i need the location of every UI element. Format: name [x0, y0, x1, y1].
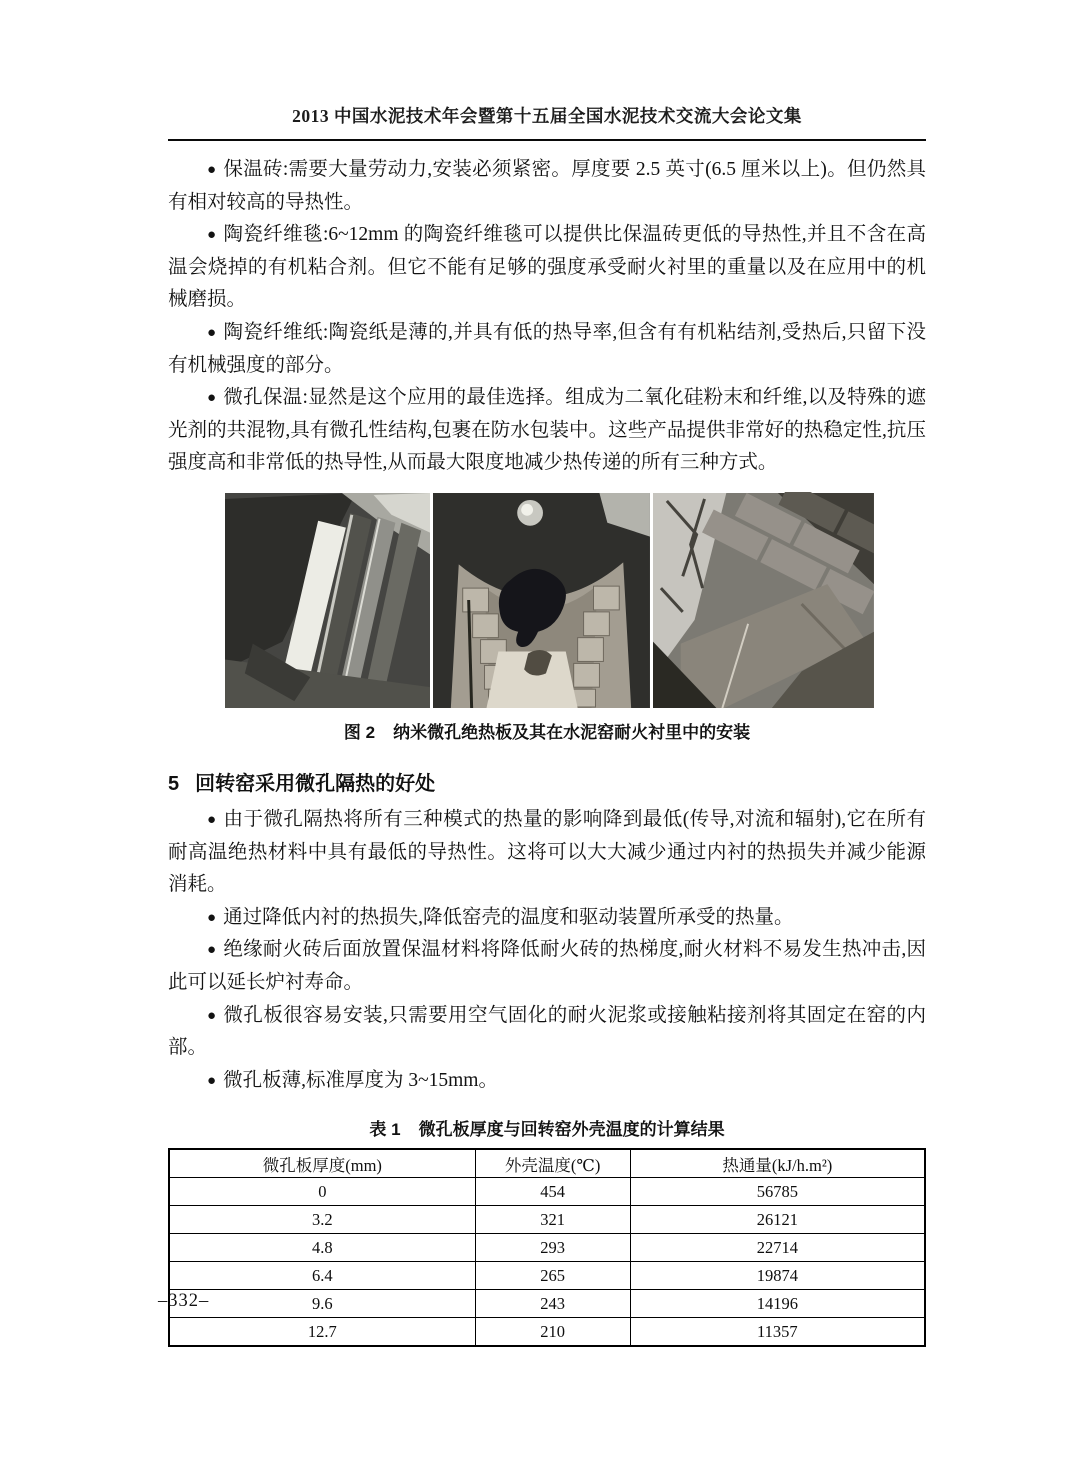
kiln-interior-photo — [433, 492, 650, 709]
section-title: 回转窑采用微孔隔热的好处 — [195, 772, 436, 795]
section-5-heading — [168, 767, 926, 796]
table-row — [169, 1262, 925, 1290]
column-header: 微孔板厚度(mm) — [169, 1149, 475, 1178]
page-content — [168, 0, 926, 1347]
bullet-icon: ● — [207, 1007, 217, 1024]
figure-2-caption — [168, 718, 926, 743]
table-1-title — [168, 1115, 926, 1140]
running-head: 2013 中国水泥技术年会暨第十五届全国水泥技术交流大会论文集 — [292, 106, 802, 126]
bullet-paragraph — [168, 1065, 926, 1098]
microporous-panels-photo — [225, 492, 430, 709]
brick-lining-photo — [653, 492, 874, 709]
paragraph-text: 微孔板薄,标准厚度为 3~15mm。 — [223, 1069, 498, 1091]
table-header-row — [169, 1149, 925, 1178]
paragraph-text: 绝缘耐火砖后面放置保温材料将降低耐火砖的热梯度,耐火材料不易发生热冲击,因此可以延长炉衬寿命。 — [168, 939, 926, 993]
paragraph-text: 微孔保温:显然是这个应用的最佳选择。组成为二氧化硅粉末和纤维,以及特殊的遮光剂的共混物,具有微孔性结构,包裹在防水包装中。这些产品提供非常好的热稳定性,抗压强度高和非常低的热导性,从而最大限度地减少热传递的所有三种方式。 — [168, 387, 927, 474]
header-rule — [168, 139, 926, 141]
column-header: 外壳温度(℃) — [475, 1149, 630, 1178]
cell-shell-temp: 243 — [475, 1290, 630, 1318]
cell-heat-flux: 19874 — [630, 1262, 925, 1290]
cell-heat-flux: 11357 — [630, 1318, 925, 1347]
table-row — [169, 1206, 925, 1234]
bullet-icon: ● — [207, 909, 217, 926]
table-row — [169, 1290, 925, 1318]
bullet-icon: ● — [207, 227, 217, 244]
paragraph-text: 陶瓷纤维毯:6~12mm 的陶瓷纤维毯可以提供比保温砖更低的导热性,并且不含在高温会烧掉的有机粘合剂。但它不能有足够的强度承受耐火衬里的重量以及在应用中的机械磨损。 — [168, 224, 926, 311]
bullet-icon: ● — [207, 942, 217, 959]
cell-thickness: 3.2 — [169, 1206, 475, 1234]
table-label: 表 1 — [369, 1120, 401, 1140]
bullet-icon: ● — [207, 811, 217, 828]
cell-heat-flux: 56785 — [630, 1178, 925, 1206]
cell-thickness: 0 — [169, 1178, 475, 1206]
bullet-paragraph — [168, 317, 926, 382]
bullet-paragraph — [168, 382, 926, 480]
cell-thickness: 12.7 — [169, 1318, 475, 1347]
page-number: –332– — [158, 1291, 210, 1311]
table-title-text: 微孔板厚度与回转窑外壳温度的计算结果 — [418, 1120, 725, 1140]
bullet-icon: ● — [207, 390, 217, 407]
table-row — [169, 1318, 925, 1347]
bullet-icon: ● — [207, 162, 217, 178]
column-header: 热通量(kJ/h.m²) — [630, 1149, 925, 1178]
bullet-paragraph — [168, 934, 926, 999]
cell-thickness: 9.6 — [169, 1290, 475, 1318]
paragraph-text: 微孔板很容易安装,只需要用空气固化的耐火泥浆或接触粘接剂将其固定在窑的内部。 — [168, 1004, 926, 1059]
cell-heat-flux: 26121 — [630, 1206, 925, 1234]
cell-thickness: 6.4 — [169, 1262, 475, 1290]
cell-shell-temp: 265 — [475, 1262, 630, 1290]
cell-shell-temp: 210 — [475, 1318, 630, 1347]
paragraph-text: 通过降低内衬的热损失,降低窑壳的温度和驱动装置所承受的热量。 — [223, 906, 794, 928]
bullet-paragraph — [168, 804, 926, 902]
figure-caption-text: 纳米微孔绝热板及其在水泥窑耐火衬里中的安装 — [393, 722, 751, 742]
cell-heat-flux: 14196 — [630, 1290, 925, 1318]
paragraph-text: 保温砖:需要大量劳动力,安装必须紧密。厚度要 2.5 英寸(6.5 厘米以上)。但仍然具有相对较高的导热性。 — [168, 159, 927, 213]
cell-thickness: 4.8 — [169, 1234, 475, 1262]
bullet-paragraph — [168, 902, 926, 935]
bullet-icon: ● — [207, 1072, 217, 1089]
bullet-paragraph — [168, 1000, 926, 1065]
bullet-paragraph — [168, 219, 926, 317]
section-number: 5 — [168, 772, 180, 795]
table-1 — [168, 1148, 926, 1347]
table-row — [169, 1234, 925, 1262]
figure-2-photos — [225, 492, 874, 709]
paragraph-text: 由于微孔隔热将所有三种模式的热量的影响降到最低(传导,对流和辐射),它在所有耐高温绝热材料中具有最低的导热性。这将可以大大减少通过内衬的热损失并减少能源消耗。 — [168, 808, 926, 896]
bullet-paragraph — [168, 154, 926, 219]
cell-shell-temp: 293 — [475, 1234, 630, 1262]
figure-label: 图 2 — [343, 722, 376, 742]
bullet-icon: ● — [207, 324, 217, 341]
cell-shell-temp: 321 — [475, 1206, 630, 1234]
table-row — [169, 1178, 925, 1206]
cell-heat-flux: 22714 — [630, 1234, 925, 1262]
paragraph-text: 陶瓷纤维纸:陶瓷纸是薄的,并具有低的热导率,但含有有机粘结剂,受热后,只留下没有机械强度的部分。 — [168, 321, 927, 376]
cell-shell-temp: 454 — [475, 1178, 630, 1206]
